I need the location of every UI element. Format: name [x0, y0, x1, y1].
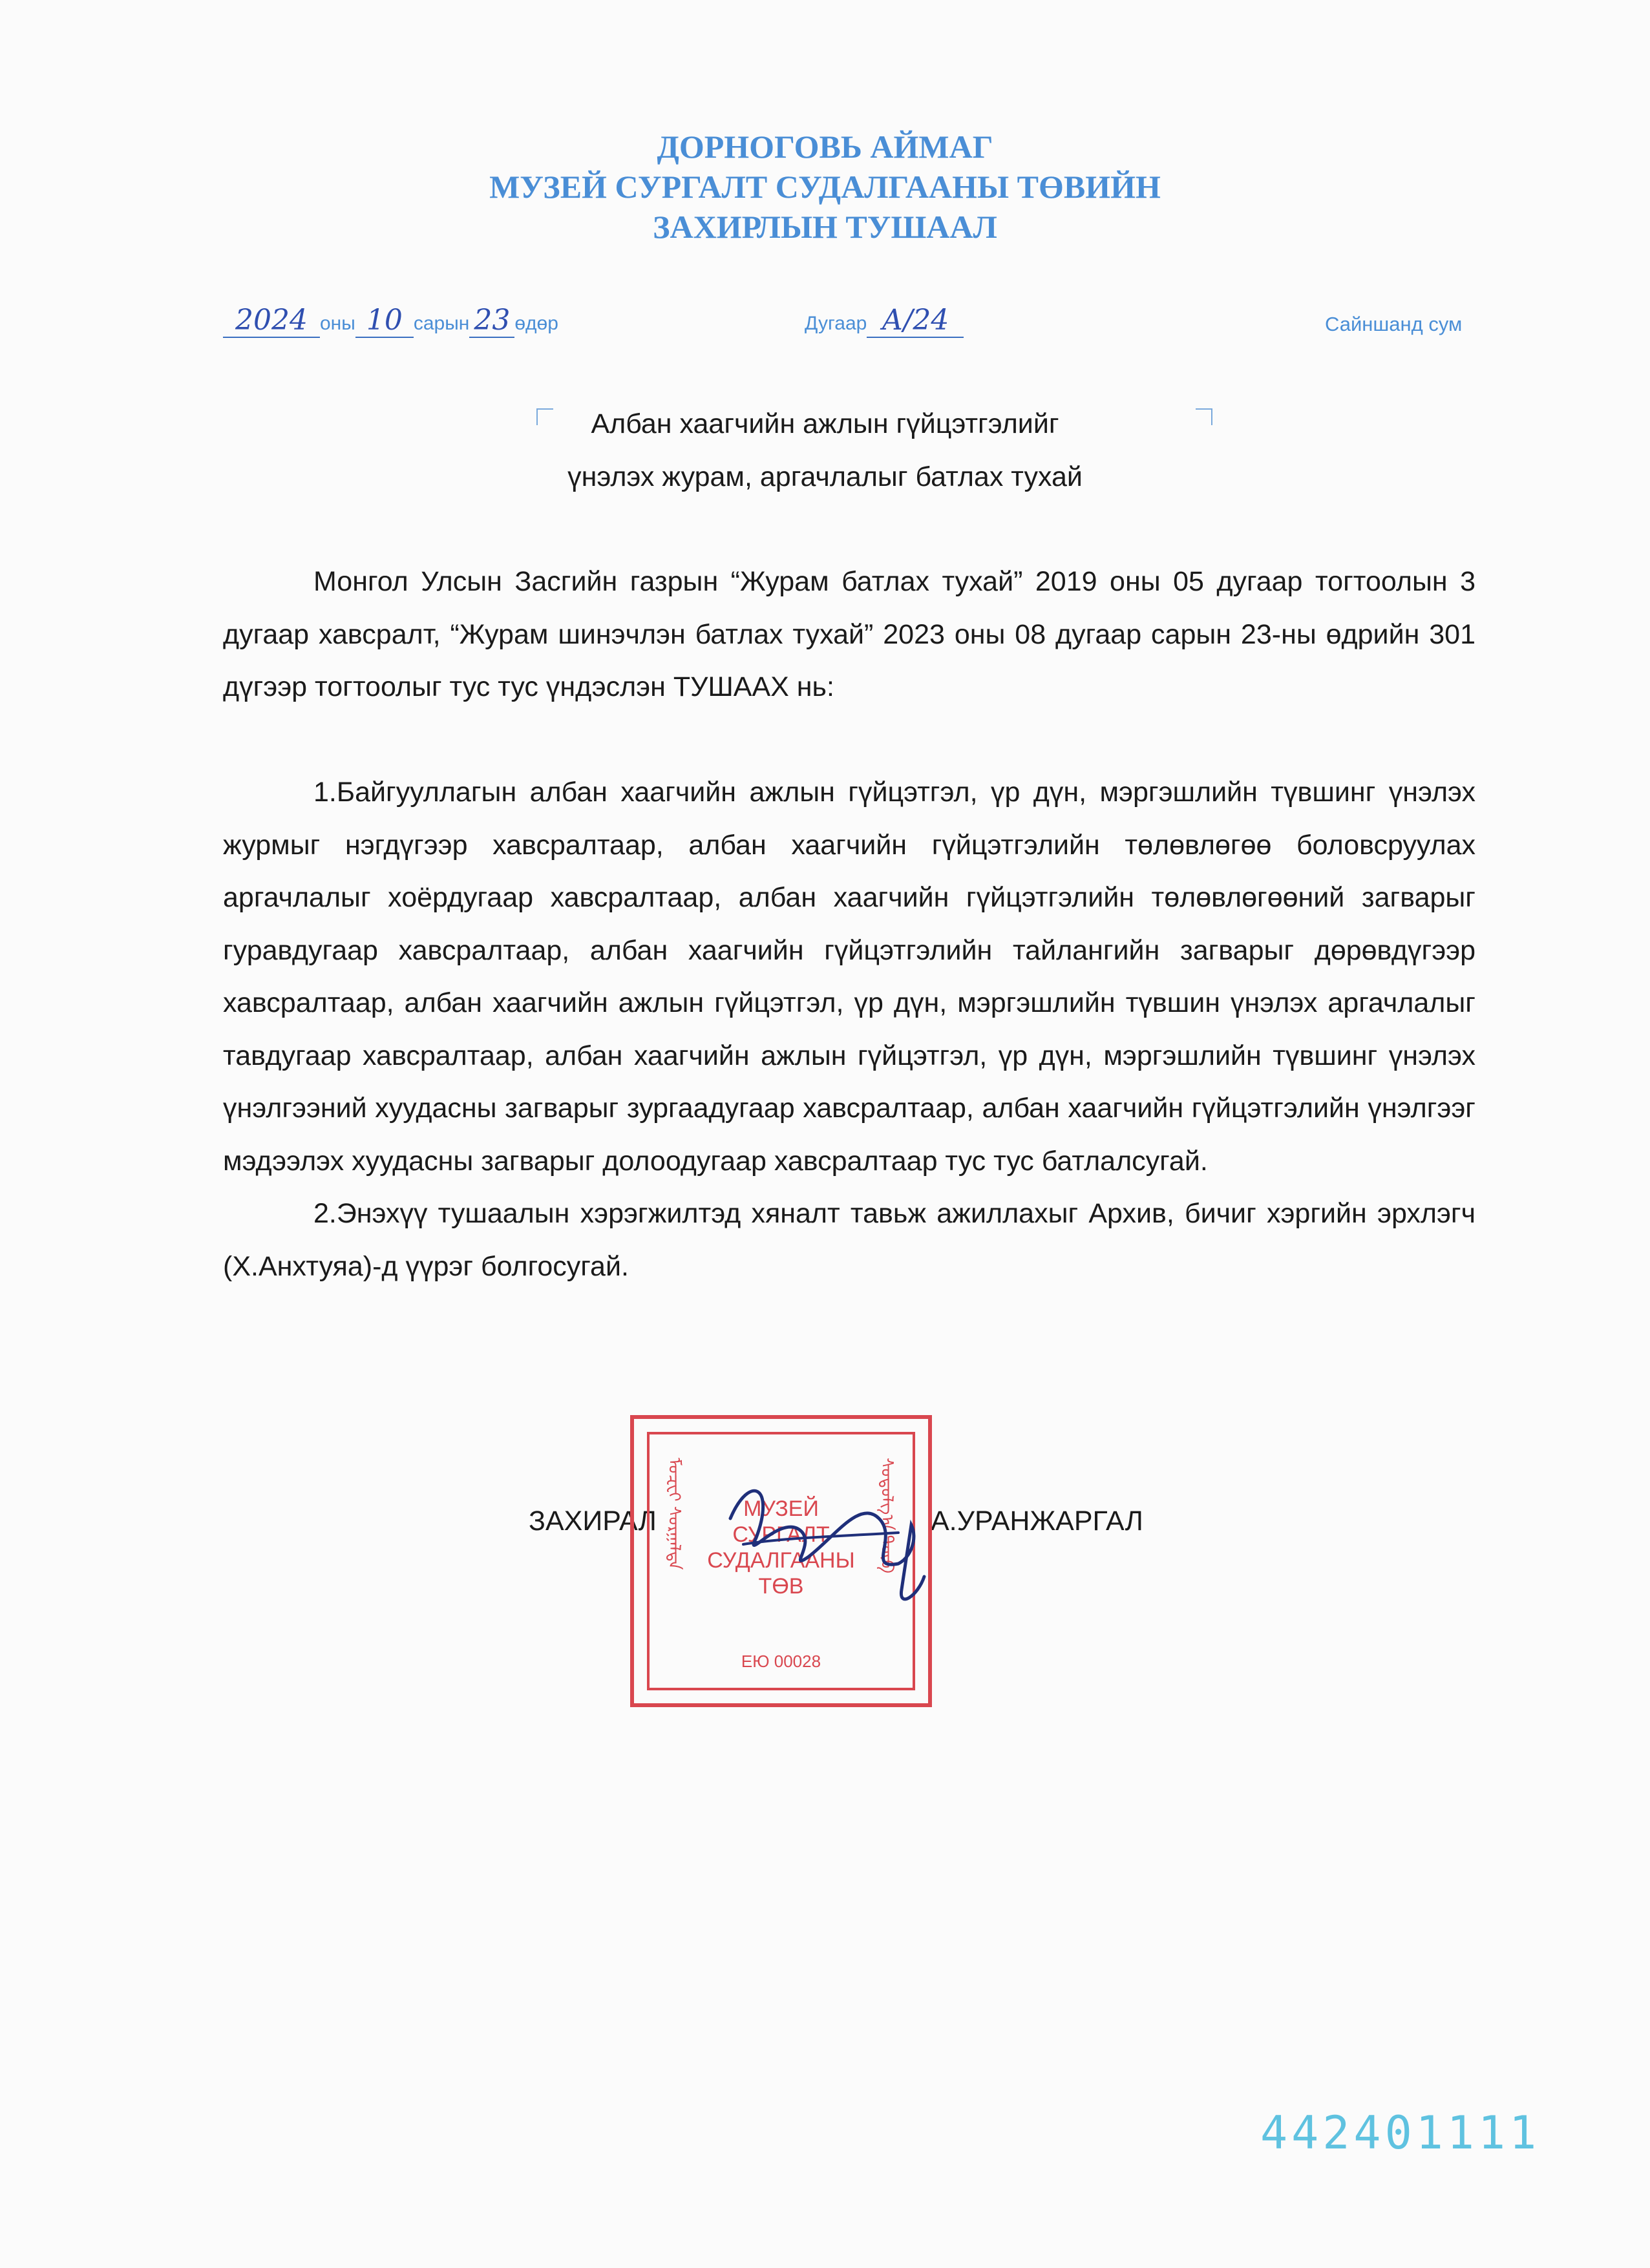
seal-line4: ТӨВ: [758, 1574, 804, 1599]
body-items: [223, 766, 1475, 1293]
location: Сайншанд сум: [1325, 313, 1463, 335]
seal-mongolian-script-right: ᠰᠤᠳᠤᠯᠭ᠎ᠠ ᠲᠥᠪ: [878, 1458, 897, 1573]
body-intro: [223, 556, 1475, 714]
item-2-paragraph: 2.Энэхүү тушаалын хэрэгжилтэд хяналт тавьж ажиллахыг Архив, бичиг хэргийн эрхлэгч (Х.Анхтуяа)-д үүрэг болгосугай.: [223, 1198, 1475, 1282]
order-number-line: [805, 304, 964, 342]
intro-paragraph: Монгол Улсын Засгийн газрын “Журам батлах тухай” 2019 оны 05 дугаар тогтоолын 3 дугаар хавсралт, “Журам шинэчлэн батлах тухай” 2023 оны 08 дугаар сарын 23-ны өдрийн 301 дүгээр тогтоолыг тус тус үндэслэн ТУШААХ нь:: [223, 566, 1475, 702]
date-month: 10: [355, 304, 414, 338]
signer-role: ЗАХИРАЛ: [529, 1506, 657, 1537]
document-title-line2: үнэлэх журам, аргачлалыг батлах тухай: [567, 461, 1083, 492]
signer-name: А.УРАНЖАРГАЛ: [931, 1506, 1143, 1537]
document-type: ЗАХИРЛЫН ТУШААЛ: [653, 209, 997, 245]
org-region: ДОРНОГОВЬ АЙМАГ: [657, 129, 993, 165]
date-year: 2024: [223, 304, 320, 338]
seal-line3: СУДАЛГААНЫ: [707, 1548, 855, 1573]
date-line: [223, 304, 558, 342]
handwritten-signature: [704, 1460, 950, 1628]
item-1-paragraph: 1.Байгууллагын албан хаагчийн ажлын гүйцэтгэл, үр дүн, мэргэшлийн түвшинг үнэлэх журмыг нэгдүгээр хавсралтаар, албан хаагчийн гүйцэтгэлийн төлөвлөгөө боловсруулах аргачлалыг хоёрдугаар хавсралтаар, албан хаагчийн гүйцэтгэлийн төлөвлөгөөний загварыг гуравдугаар хавсралтаар, албан хаагчийн гүйцэтгэлийн тайлангийн загварыг дөрөвдүгээр хавсралтаар, албан хаагчийн ажлын гүйцэтгэл, үр дүн, мэргэшлийн түвшин үнэлэх аргачлалыг тавдугаар хавсралтаар, албан хаагчийн ажлын гүйцэтгэл, үр дүн, мэргэшлийн түвшинг үнэлэх үнэлгээний хуудасны загварыг зургаадугаар хавсралтаар, албан хаагчийн гүйцэтгэлийн үнэлгээг мэдээлэх хуудасны загварыг долоодугаар хавсралтаар тус тус батлалсугай.: [223, 777, 1475, 1177]
order-number-label: Дугаар: [805, 313, 867, 334]
seal-line2: СУРГАЛТ: [732, 1522, 830, 1547]
date-month-label: сарын: [413, 313, 470, 334]
serial-number: 442401111: [1260, 2106, 1541, 2159]
date-day-label: өдөр: [514, 313, 558, 334]
order-number: А/24: [867, 304, 964, 338]
date-day: 23: [469, 304, 514, 338]
seal-mongolian-script-left: ᠮᠤᠽᠧᠢ ᠰᠤᠷᠭᠠᠯᠲᠠ: [665, 1458, 684, 1570]
document-title-line1: Албан хаагчийн ажлын гүйцэтгэлийг: [591, 408, 1059, 439]
date-year-label: оны: [320, 313, 355, 334]
org-name: МУЗЕЙ СУРГАЛТ СУДАЛГААНЫ ТӨВИЙН: [489, 169, 1161, 205]
seal-code: ЕЮ 00028: [741, 1652, 821, 1671]
seal-line1: МУЗЕЙ: [743, 1496, 819, 1521]
